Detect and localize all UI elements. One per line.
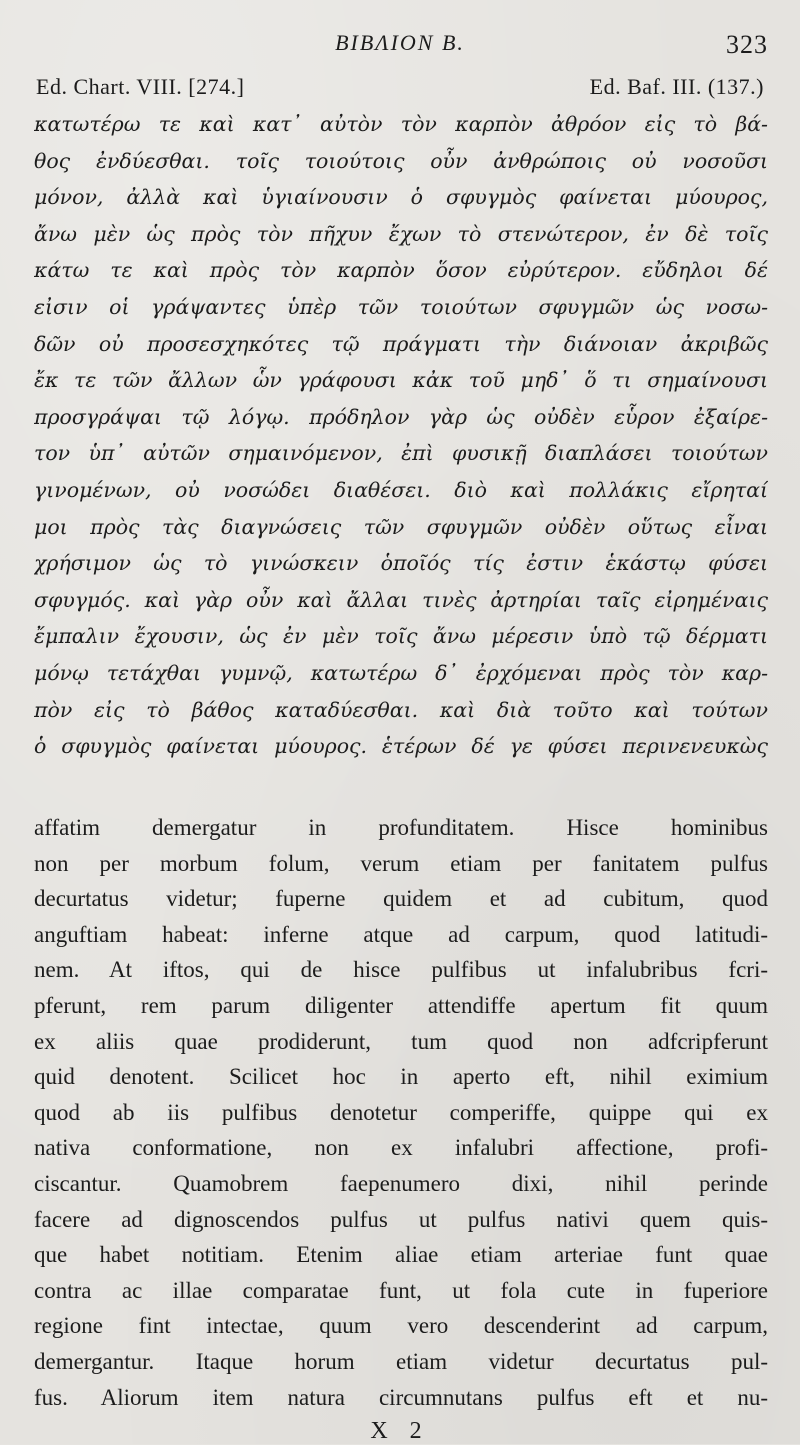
greek-text-block	[34, 106, 768, 765]
greek-text-line: ἔκ τε τῶν ἄλλων ὧν γράφουσι κἀκ τοῦ μηδ᾽ ὅ τι σημαίνουσι	[34, 368, 768, 393]
greek-text-line: μόνον, ἀλλὰ καὶ ὑγιαίνουσιν ὁ σφυγμὸς φαίνεται μύουρος,	[34, 185, 768, 210]
greek-text-line: μόνῳ τετάχθαι γυμνῷ, κατωτέρω δ᾽ ἐρχόμεναι πρὸς τὸν καρ-	[34, 660, 768, 685]
greek-text-line: ἄνω μὲν ὡς πρὸς τὸν πῆχυν ἔχων τὸ στενώτερον, ἐν δὲ τοῖς	[34, 221, 768, 246]
greek-text-line: θος ἐνδύεσθαι. τοῖς τοιούτοις οὖν ἀνθρώποις οὐ νοσοῦσι	[34, 148, 768, 173]
latin-text-line: quid denotent. Scilicet hoc in aperto eft, nihil eximium	[34, 1064, 768, 1090]
greek-text-line: τον ὑπ᾽ αὐτῶν σημαινόμενον, ἐπὶ φυσικῇ διαπλάσει τοιούτων	[34, 441, 768, 466]
greek-text-line: χρήσιμον ὡς τὸ γινώσκειν ὁποῖός τίς ἐστιν ἑκάστῳ φύσει	[34, 551, 768, 576]
edition-reference-left: Ed. Chart. VIII. [274.]	[36, 74, 245, 99]
signature-mark: X 2	[370, 1418, 430, 1444]
greek-text-line: πὸν εἰς τὸ βάθος καταδύεσθαι. καὶ διὰ τοῦτο καὶ τούτων	[34, 697, 768, 722]
greek-text-line: γινομένων, οὐ νοσώδει διαθέσει. διὸ καὶ πολλάκις εἴρηταί	[34, 477, 768, 502]
greek-text-line: κατωτέρω τε καὶ κατ᾽ αὐτὸν τὸν καρπὸν ἀθρόον εἰς τὸ βά-	[34, 112, 768, 136]
latin-text-line: contra ac illae comparatae funt, ut fola cute in fuperiore	[34, 1277, 768, 1303]
latin-text-block	[34, 810, 768, 1415]
latin-text-line: anguftiam habeat: inferne atque ad carpum, quod latitudi-	[34, 921, 768, 947]
running-title: ΒΙΒΛΙΟΝ Β.	[335, 30, 465, 55]
greek-text-line: ἔμπαλιν ἔχουσιν, ὡς ἐν μὲν τοῖς ἄνω μέρεσιν ὑπὸ τῷ δέρματι	[34, 624, 768, 649]
latin-text-line: ex aliis quae prodiderunt, tum quod non adfcripferunt	[34, 1028, 768, 1054]
latin-text-line: affatim demergatur in profunditatem. Hisce hominibus	[34, 815, 768, 840]
edition-reference-right: Ed. Baf. III. (137.)	[589, 74, 764, 99]
latin-text-line: decurtatus videtur; fuperne quidem et ad cubitum, quod	[34, 886, 768, 912]
latin-text-line: demergantur. Itaque horum etiam videtur decurtatus pul-	[34, 1348, 768, 1374]
page-number: 323	[726, 30, 768, 59]
greek-text-line: σφυγμός. καὶ γὰρ οὖν καὶ ἄλλαι τινὲς ἀρτηρίαι ταῖς εἰρημέναις	[34, 587, 768, 612]
latin-text-line: non per morbum folum, verum etiam per fanitatem pulfus	[34, 850, 768, 876]
greek-text-line: μοι πρὸς τὰς διαγνώσεις τῶν σφυγμῶν οὐδὲν οὕτως εἶναι	[34, 514, 768, 539]
greek-text-line: προσγράψαι τῷ λόγῳ. πρόδηλον γὰρ ὡς οὐδὲν εὗρον ἐξαίρε-	[34, 404, 768, 429]
latin-text-line: regione fint intectae, quum vero descenderint ad carpum,	[34, 1313, 768, 1339]
latin-text-line: fus. Aliorum item natura circumnutans pulfus eft et nu-	[34, 1384, 768, 1410]
greek-text-line: δῶν οὐ προσεσχηκότες τῷ πράγματι τὴν διάνοιαν ἀκριβῶς	[34, 331, 768, 356]
latin-text-line: quod ab iis pulfibus denotetur comperiffe, quippe qui ex	[34, 1099, 768, 1125]
latin-text-line: ciscantur. Quamobrem faepenumero dixi, nihil perinde	[34, 1170, 768, 1196]
latin-text-line: nativa conformatione, non ex infalubri affectione, profi-	[34, 1135, 768, 1161]
greek-text-line: κάτω τε καὶ πρὸς τὸν καρπὸν ὅσον εὐρύτερον. εὔδηλοι δέ	[34, 258, 768, 283]
latin-text-line: facere ad dignoscendos pulfus ut pulfus nativi quem quis-	[34, 1206, 768, 1232]
greek-text-line: ὁ σφυγμὸς φαίνεται μύουρος. ἑτέρων δέ γε φύσει περινενευκὼς	[34, 734, 768, 759]
greek-text-line: εἰσιν οἱ γράψαντες ὑπὲρ τῶν τοιούτων σφυγμῶν ὡς νοσω-	[34, 294, 768, 319]
latin-text-line: que habet notitiam. Etenim aliae etiam arteriae funt quae	[34, 1242, 768, 1268]
latin-text-line: nem. At iftos, qui de hisce pulfibus ut infalubribus fcri-	[34, 957, 768, 983]
latin-text-line: pferunt, rem parum diligenter attendiffe apertum fit quum	[34, 992, 768, 1018]
